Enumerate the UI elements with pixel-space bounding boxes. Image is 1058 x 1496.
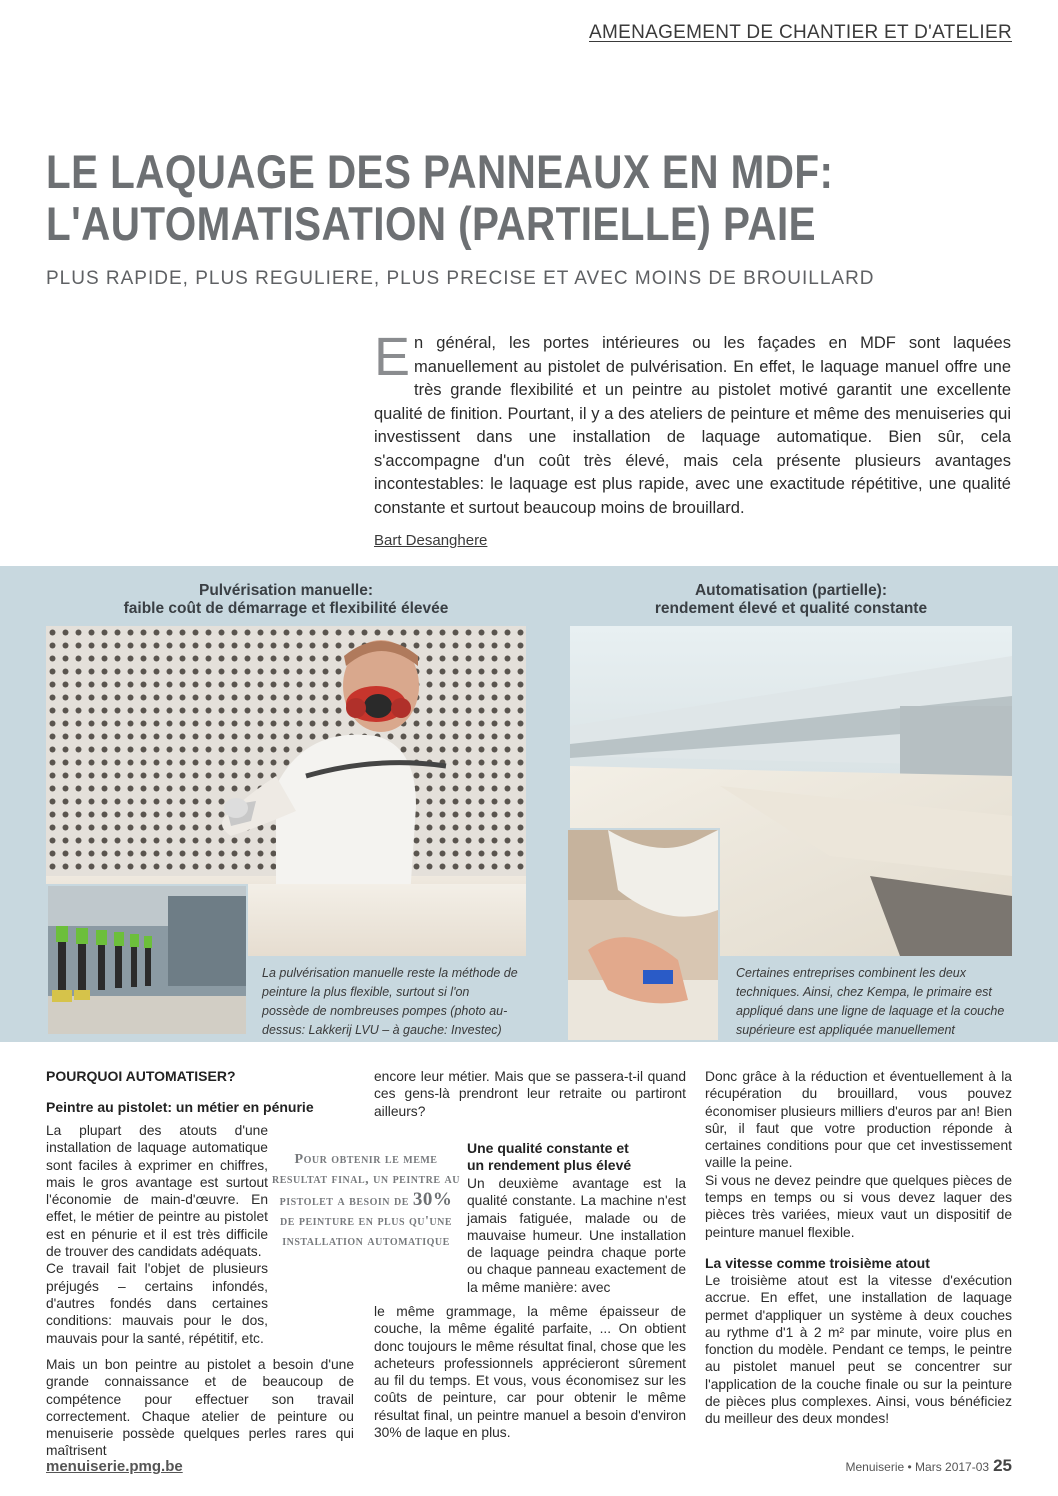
- paragraph-8-text: Si vous ne devez peindre que quelques pièces de temps en temps ou si vous devez laquer des pièces très variées, mieux vaut un dispositif de peinture manuel flexible.: [705, 1172, 1012, 1240]
- paragraph-4: encore leur métier. Mais que se passera-t-il quand ces gens-là prendront leur retraite ou partiront ailleurs?: [374, 1069, 686, 1119]
- drop-cap: E: [374, 327, 411, 387]
- section-tag: AMENAGEMENT DE CHANTIER ET D'ATELIER: [589, 22, 1012, 43]
- intro-paragraph: [374, 327, 1011, 520]
- left-photo-heading: [46, 582, 526, 618]
- title-line-1: LE LAQUAGE DES PANNEAUX EN MDF:: [46, 145, 834, 198]
- right-heading-line-1: Automatisation (partielle):: [694, 582, 888, 599]
- pull-quote: [272, 1150, 460, 1252]
- section-heading: POURQUOI AUTOMATISER?: [46, 1068, 236, 1084]
- pumps-photo: [46, 884, 248, 1036]
- page-footer: [845, 1456, 1012, 1476]
- author-byline[interactable]: Bart Desanghere: [374, 532, 488, 549]
- right-heading-line-2: rendement élevé et qualité constante: [654, 600, 928, 617]
- page-number: 25: [993, 1456, 1012, 1475]
- right-photo-caption: Certaines entreprises combinent les deux techniques. Ainsi, chez Kempa, le primaire est appliqué dans une ligne de laquage et la couche supérieure est appliquée manuellement: [736, 966, 1005, 1037]
- article-subtitle: PLUS RAPIDE, PLUS REGULIERE, PLUS PRECISE ET AVEC MOINS DE BROUILLARD: [46, 268, 875, 289]
- paragraph-1: [46, 1122, 268, 1347]
- paragraph-2-text: Ce travail fait l'objet de plusieurs préjugés – certains infondés, d'autres fondés dans certaines conditions: mauvais pour le dos, mauvais pour la santé, répétitif, etc.: [46, 1261, 268, 1346]
- hand-finishing-photo: [566, 828, 720, 1042]
- intro-text: n général, les portes intérieures ou les façades en MDF sont laquées manuellement au pistolet de pulvérisation. En effet, le laquage manuel offre une très grande flexibilité et un peintre au pistolet motivé garantit une excellente qualité de finition. Pourtant, il y a des ateliers de peinture et même des menuiseries qui investissent dans une installation de laquage automatique. Bien sûr, cela s'accompagne d'un coût très élevé, mais cela présente plusieurs avantages incontestables: le laquage est plus rapide, avec une exactitude répétitive, une qualité constante et surtout beaucoup moins de brouillard.: [374, 334, 1011, 517]
- pull-quote-part-2: de peinture en plus qu'une installation automatique: [279, 1214, 453, 1249]
- pull-quote-highlight: 30%: [412, 1189, 453, 1210]
- paragraph-5: Un deuxième avantage est la qualité constante. La machine n'est jamais fatiguée, malade ou de mauvaise humeur. Une installation de laquage peindra chaque porte ou chaque panneau exactement de la même manière: avec: [467, 1176, 686, 1295]
- panel-photo-strip: [248, 884, 526, 956]
- magazine-issue: Menuiserie • Mars 2017-03: [845, 1460, 990, 1474]
- website-link[interactable]: menuiserie.pmg.be: [46, 1458, 183, 1475]
- subheading-2: [467, 1140, 687, 1174]
- subheading-3: La vitesse comme troisième atout: [705, 1254, 930, 1271]
- paragraph-3: Mais un bon peintre au pistolet a besoin d'une grande connaissance et de beaucoup de compétence pour effectuer son travail correctement. Chaque atelier de peinture ou menuiserie possède quelques perles rares qui maîtrisent: [46, 1357, 354, 1459]
- left-photo-caption: La pulvérisation manuelle reste la méthode de peinture la plus flexible, surtout si l'on possède de nombreuses pompes (photo au-dessus: Lakkerij LVU – à gauche: Investec): [262, 966, 518, 1037]
- paragraph-7-text: Donc grâce à la réduction et éventuellement à la récupération du brouillard, vous pouvez économiser plusieurs milliers d'euros par an! Bien sûr, il faut que votre production réponde à certaines conditions pour que cet investissement vaille la peine.: [705, 1069, 1012, 1171]
- left-heading-line-1: Pulvérisation manuelle:: [199, 582, 373, 599]
- left-heading-line-2: faible coût de démarrage et flexibilité élevée: [123, 600, 449, 617]
- paragraph-9-text: Le troisième atout est la vitesse d'exécution accrue. En effet, une installation de laquage permet d'appliquer un système à deux couches au rythme d'1 à 2 m² par minute, voire plus en fonction du modèle. Pendant ce temps, le peintre au pistolet manuel peut se concentrer sur l'application de la couche finale ou sur la peinture de pièces plus complexes. Ainsi, vous bénéficiez du meilleur des deux mondes!: [705, 1272, 1012, 1427]
- body-column-3: [705, 1068, 1012, 1428]
- paragraph-1-text: La plupart des atouts d'une installation de laquage automatique sont faciles à exprimer en chiffres, mais le gros avantage est surtout l'économie de main-d'œuvre. En effet, le métier de peintre au pistolet est en pénurie et il est très difficile de trouver des candidats adéquats.: [46, 1123, 268, 1260]
- pull-quote-part-1: Pour obtenir le meme resultat final, un peintre au pistolet a besoin de: [272, 1152, 460, 1209]
- subheading-2-line-1: Une qualité constante et: [467, 1140, 629, 1156]
- article-title: [46, 146, 872, 250]
- right-photo-heading: [570, 582, 1012, 618]
- subheading-1: Peintre au pistolet: un métier en pénurie: [46, 1099, 314, 1116]
- body-column-1: [46, 1068, 354, 1116]
- subheading-2-line-2: un rendement plus élevé: [467, 1157, 632, 1173]
- paragraph-6: le même grammage, la même épaisseur de couche, la même égalité parfaite, ... On obtient donc toujours le même résultat final, chose que les acheteurs professionnels apprécieront sûrement au fil du temps. Et vous, vous économisez sur les coûts de peinture, car pour obtenir le même résultat final, un peintre manuel a besoin d'environ 30% de laque en plus.: [374, 1304, 686, 1441]
- title-line-2: L'AUTOMATISATION (PARTIELLE) PAIE: [46, 197, 817, 250]
